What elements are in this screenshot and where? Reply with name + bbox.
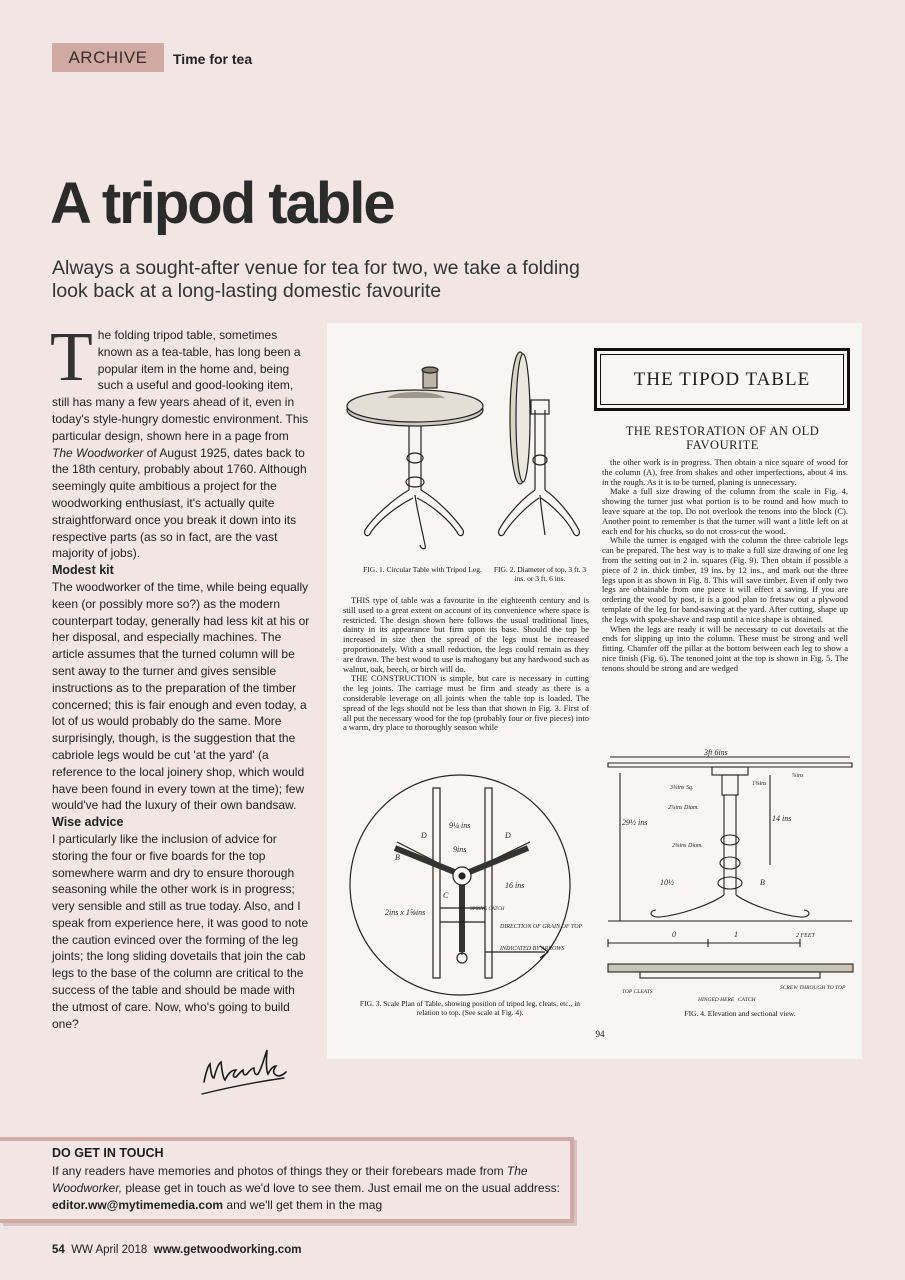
dim-label: 2⅝ins Diam. bbox=[672, 843, 703, 849]
dim-label: D bbox=[421, 831, 427, 840]
dim-label: 9ins bbox=[453, 845, 467, 854]
contact-text-part: If any readers have memories and photos of things they or their forebears made from bbox=[52, 1164, 507, 1178]
scan-subtitle: THE RESTORATION OF AN OLD FAVOURITE bbox=[625, 424, 820, 452]
contact-text-part: and we'll get them in the mag bbox=[223, 1198, 383, 1212]
issue-info: WW April 2018 bbox=[71, 1244, 148, 1256]
dim-label: SPRING CATCH bbox=[470, 907, 505, 912]
standfirst: Always a sought-after venue for tea for two, we take a folding look back at a long-lasting domestic favourite bbox=[52, 257, 580, 302]
intro-paragraph bbox=[50, 319, 310, 562]
contact-email-link[interactable]: editor.ww@mytimemedia.com bbox=[52, 1198, 224, 1212]
scan-page-number: 94 bbox=[595, 1029, 605, 1039]
dim-label: 2⅞ins Diam. bbox=[668, 805, 699, 811]
scan-paragraph: THIS type of table was a favourite in the eighteenth century and is still used to a great extent on account of its convenience where space is restricted. The design shown here follows the usual traditional lines, dainty in its appearance but firm upon its base. Should the top be increased in size then the spread of the legs must be increased proportionately. With a small reduction, the legs could remain as they are drawn. The best wood to use is mahogany but any hardwood such as walnut, oak, beech, or birch will do. bbox=[343, 595, 589, 674]
contact-italic: The Woodworker, bbox=[52, 1164, 528, 1195]
fig2-caption: FIG. 2. Diameter of top, 3 ft. 3 ins. or 3 ft. 6 ins. bbox=[493, 565, 587, 583]
signature bbox=[196, 1044, 291, 1099]
scan-paragraph: THE CONSTRUCTION is simple, but care is necessary in cutting the leg joints. The carriage must be firm and steady as there is a considerable leverage on all joints when the table top is loaded. The spread of the legs should not be less than that shown in Fig. 3. First of all put the necessary wood for the top (probably four or five pieces) into a warm, dry place to thoroughly season while bbox=[343, 673, 589, 733]
dim-label: INDICATED BY ARROWS bbox=[500, 946, 565, 952]
contact-title: DO GET IN TOUCH bbox=[52, 1146, 164, 1160]
section1-body: The woodworker of the time, while being equally keen (or possibly more so?) as the modern counterpart today, generally had less kit at his or her disposal, and especially machines. The article assumes that the turned column will be sent away to the turner and gives sensible instructions as to the preparation of the timber concerned; this is fair enough and even today, a lot of us would probably do the same. More surprisingly, though, is the suggestion that the cabriole legs would be cut 'at the yard' (a reference to the local joinery shop, which would have been found in every town at the time); few would've had the luxury of their own bandsaw. bbox=[52, 579, 310, 813]
dim-label: B bbox=[760, 878, 765, 887]
fig3-caption: FIG. 3. Scale Plan of Table, showing position of tripod leg, cleats, etc., in relation to top. (See scale at Fig. 4). bbox=[359, 999, 581, 1017]
fig1-caption: FIG. 1. Circular Table with Tripod Leg. bbox=[363, 565, 482, 574]
article-body bbox=[50, 319, 310, 1032]
intro-text: he folding tripod table, sometimes known as a tea-table, has long been a popular item in the home and, being such a useful and good-looking item, still has many a few years ahead of it, even in today's style-hungry domestic environment. This particular design, shown here in a page from bbox=[52, 328, 309, 443]
dim-label: 29½ ins bbox=[622, 818, 648, 827]
footer bbox=[52, 1244, 301, 1256]
dim-label: CATCH bbox=[738, 997, 756, 1003]
scan-paragraph: While the turner is engaged with the column the three cabriole legs can be prepared. The best way is to make a full size drawing of one leg from the setting out in 2 in. squares (Fig. 9). Then obtain if possible a piece of 2 in. thick timber, 19 ins. by 12 ins., and mark out the three legs upon it as shown in Fig. 8. This will save timber. Even if only two legs are obtainable from one piece it will effect a saving. If you are ordering the wood by post, it is a good plan to fretsaw out a plywood template of the leg for band-sawing at the yard. After cutting, shape up the legs with spoke-shave and rasp until a nice shape is obtained. bbox=[602, 535, 848, 624]
dim-label: 2ins x 1⅝ins bbox=[385, 908, 426, 917]
dim-label: B bbox=[395, 853, 400, 862]
dim-label: 3¾ins Sq. bbox=[670, 785, 694, 791]
dim-label: 1⅝ins bbox=[752, 781, 767, 787]
dim-label: 14 ins bbox=[772, 814, 792, 823]
website-link[interactable]: www.getwoodworking.com bbox=[153, 1244, 302, 1256]
dim-label: C bbox=[443, 891, 449, 900]
scale-label: 1 bbox=[734, 930, 738, 939]
dim-label: 16 ins bbox=[505, 881, 525, 890]
contact-text-part: please get in touch as we'd love to see them. Just email me on the usual address: bbox=[122, 1181, 560, 1195]
scan-title: THE TIPOD TABLE bbox=[594, 348, 850, 411]
dim-label: HINGED HERE bbox=[698, 997, 735, 1003]
scan-paragraph: the other work is in progress. Then obtain a nice square of wood for the column (A), free from shakes and other imperfections, about 4 ins. in the rough. As it is to be turned, planing is unnecessary. bbox=[602, 457, 848, 487]
subhead-wise-advice: Wise advice bbox=[52, 815, 124, 830]
scan-paragraph: Make a full size drawing of the column from the scale in Fig. 4, showing the turner just what portion is to be round and how much to leave square at the top. Do not overlook the tenons into the block (C). Another point to remember is that the turner will want a little left on at each end for his chucks, so do not cross-cut the wood. bbox=[602, 486, 848, 536]
scan-paragraph: When the legs are ready it will be necessary to cut dovetails at the ends for slipping up into the column. These must be strong and well fitting. Chamfer off the pillar at the bottom between each leg to show a nice finish (Fig. 6). The tenoned joint at the top is shown in Fig. 5. The tenons should be strong and are wedged bbox=[602, 623, 848, 673]
dim-label: DIRECTION OF GRAIN OF TOP bbox=[500, 924, 583, 930]
section-title: Time for tea bbox=[173, 51, 253, 67]
dim-label: D bbox=[505, 831, 511, 840]
dim-label: TOP CLEATS bbox=[622, 989, 653, 995]
dim-label: 10½ bbox=[660, 878, 674, 887]
intro-end: of August 1925, dates back to the 18th century, probably about 1760. Although seemingly quite ambitious a project for the woodworking enthusiast, it's actually quite straightforward once you break it down into its respective parts (as so in fact, are the vast majority of jobs). bbox=[52, 445, 307, 561]
fig4-elevation-diagram bbox=[600, 745, 860, 1010]
section-tag: ARCHIVE bbox=[52, 43, 164, 72]
fig4-caption: FIG. 4. Elevation and sectional view. bbox=[684, 1009, 796, 1018]
contact-text bbox=[52, 1163, 562, 1214]
fig1-fig2-illustration bbox=[335, 340, 595, 565]
section2-body: I particularly like the inclusion of advice for storing the four or five boards for the top somewhere warm and dry to ensure thorough seasoning while the other work is in progress; very sensible and still as true today. Also, and I speak from experience here, it was good to note the caution evinced over the forming of the leg joints; the long sliding dovetails that join the cab legs to the base of the column are critical to the success of the table and should be made with the utmost of care. Now, who's going to build one? bbox=[52, 831, 309, 1031]
dim-label: 3ft 6ins bbox=[704, 748, 728, 757]
headline: A tripod table bbox=[50, 171, 394, 236]
scan-right-column bbox=[602, 458, 848, 674]
fig3-plan-diagram bbox=[345, 770, 595, 1000]
dim-label: 9¼ ins bbox=[449, 821, 471, 830]
dim-label: ⅞ins bbox=[792, 773, 804, 779]
drop-cap: T bbox=[50, 319, 93, 396]
page-number: 54 bbox=[52, 1244, 65, 1256]
scale-label: 0 bbox=[672, 930, 676, 939]
subhead-modest-kit: Modest kit bbox=[52, 563, 114, 578]
scan-left-column bbox=[343, 596, 589, 733]
intro-italic: The Woodworker bbox=[52, 445, 144, 460]
scale-label: 2 FEET bbox=[796, 933, 815, 939]
dim-label: SCREW THROUGH TO TOP bbox=[780, 985, 846, 991]
